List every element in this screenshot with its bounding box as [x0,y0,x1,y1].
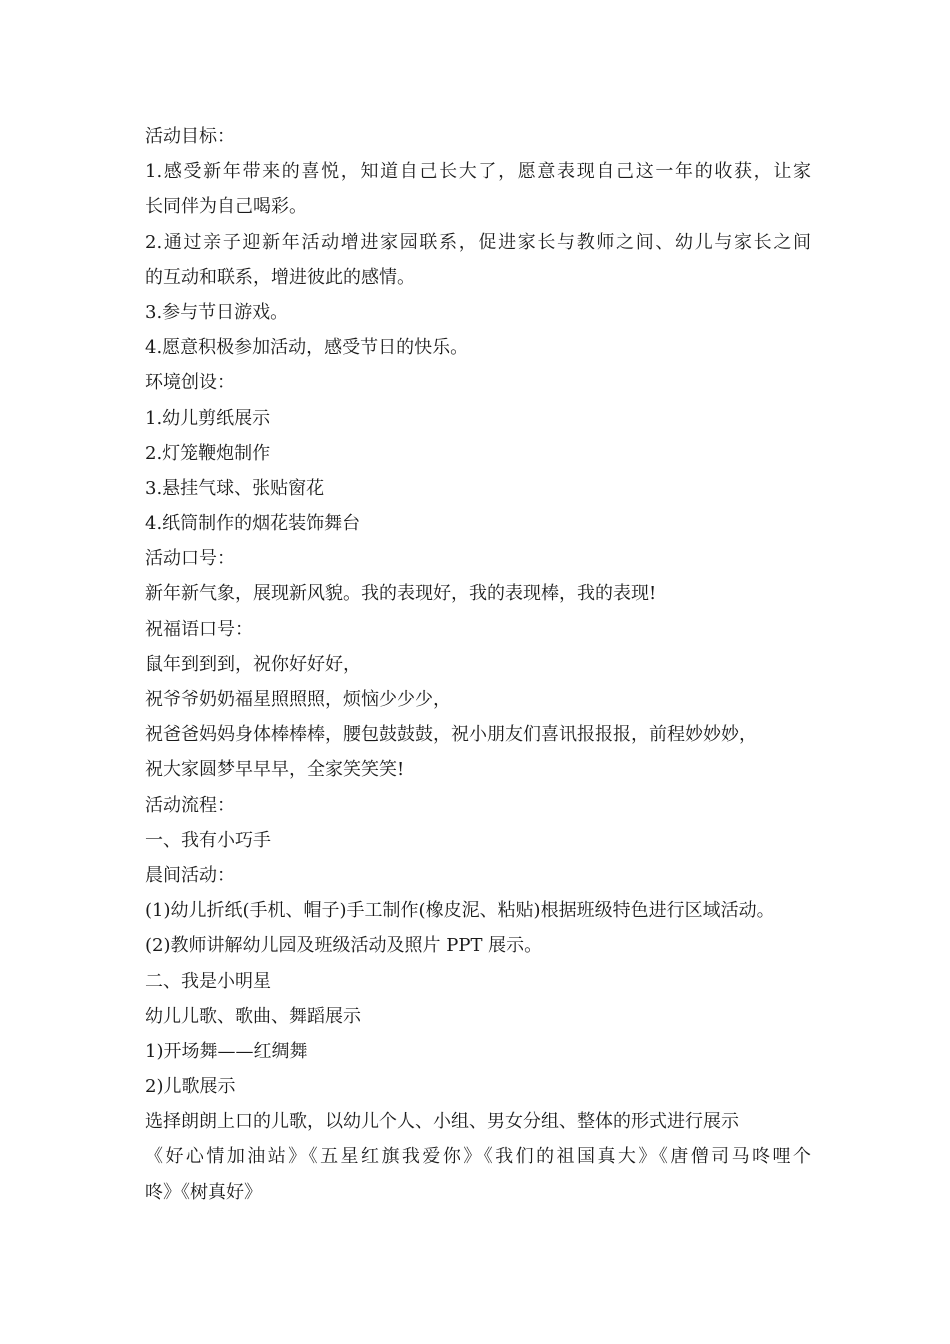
heading-environment: 环境创设： [145,372,235,394]
slogan-text: 新年新气象，展现新风貌。我的表现好，我的表现棒，我的表现! [145,583,657,605]
environment-item-2: 2.灯笼鞭炮制作 [145,442,271,464]
nursery-rhyme-titles-line-1: 《好心情加油站》《五星红旗我爱你》《我们的祖国真大》《唐僧司马咚哩个 [145,1146,811,1168]
nursery-rhyme-titles-line-2: 咚》《树真好》 [145,1181,262,1203]
heading-blessing: 祝福语口号： [145,618,253,640]
nursery-rhyme-description: 选择朗朗上口的儿歌，以幼儿个人、小组、男女分组、整体的形式进行展示 [145,1111,739,1133]
process-section-1: 一、我有小巧手 [145,829,271,851]
morning-activity-2: (2)教师讲解幼儿园及班级活动及照片 PPT 展示。 [145,935,543,957]
environment-item-3: 3.悬挂气球、张贴窗花 [145,477,325,499]
environment-item-1: 1.幼儿剪纸展示 [145,407,271,429]
environment-item-4: 4.纸筒制作的烟花装饰舞台 [145,513,361,535]
process-section-2: 二、我是小明星 [145,970,271,992]
goal-2-line-1: 2.通过亲子迎新年活动增进家园联系，促进家长与教师之间、幼儿与家长之间 [145,231,811,253]
blessing-line-4: 祝大家圆梦早早早，全家笑笑笑! [145,759,405,781]
blessing-line-2: 祝爷爷奶奶福星照照照，烦恼少少少， [145,689,451,710]
heading-slogan: 活动口号： [145,548,235,570]
heading-process: 活动流程： [145,794,235,816]
blessing-line-3: 祝爸爸妈妈身体棒棒棒，腰包鼓鼓鼓，祝小朋友们喜讯报报报，前程妙妙妙， [145,724,757,746]
heading-activity-goals: 活动目标： [145,126,235,147]
morning-activity-1: (1)幼儿折纸(手机、帽子)手工制作(橡皮泥、粘贴)根据班级特色进行区域活动。 [145,900,775,922]
goal-4: 4.愿意积极参加活动，感受节日的快乐。 [145,337,469,359]
goal-3: 3.参与节日游戏。 [145,301,289,323]
performance-item-2: 2)儿歌展示 [145,1076,236,1098]
performance-item-1: 1)开场舞——红绸舞 [145,1040,308,1062]
goal-1-line-2: 长同伴为自己喝彩。 [145,196,307,218]
blessing-line-1: 鼠年到到到，祝你好好好， [145,653,361,675]
morning-activity-heading: 晨间活动： [145,864,235,886]
goal-1-line-1: 1.感受新年带来的喜悦，知道自己长大了，愿意表现自己这一年的收获，让家 [145,161,811,183]
goal-2-line-2: 的互动和联系，增进彼此的感情。 [145,266,415,288]
document-body [145,119,811,1210]
performance-heading: 幼儿儿歌、歌曲、舞蹈展示 [145,1005,361,1027]
